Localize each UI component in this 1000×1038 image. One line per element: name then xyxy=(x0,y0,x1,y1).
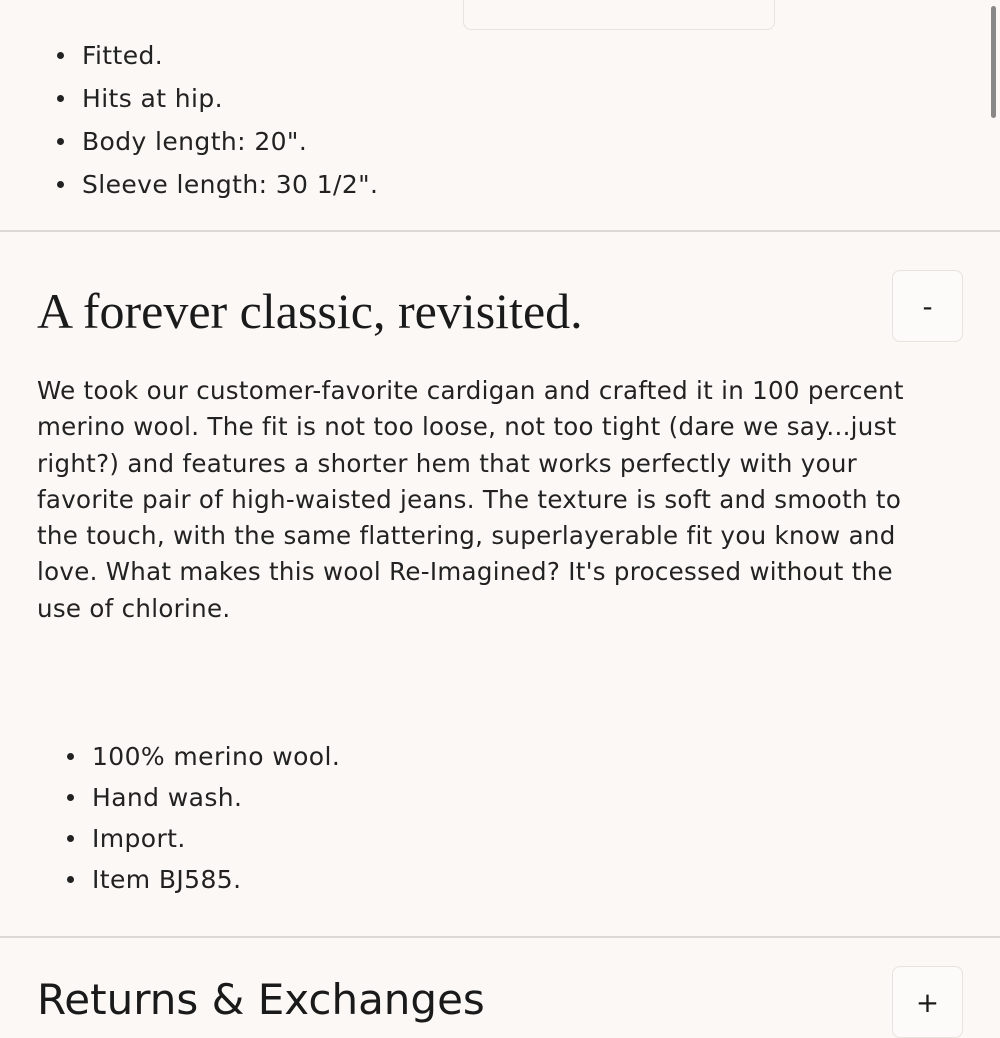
list-item: Sleeve length: 30 1/2". xyxy=(82,163,378,206)
scrollbar-thumb[interactable] xyxy=(991,6,996,118)
product-details-list xyxy=(92,736,340,900)
size-selector-box[interactable] xyxy=(463,0,775,30)
list-item: Hand wash. xyxy=(92,777,340,818)
product-description-text: We took our customer-favorite cardigan and crafted it in 100 percent merino wool. The fit is not too loose, not too tight (dare we say...just right?) and features a shorter hem that works perfectly with your favorite pair of high-waisted jeans. The texture is soft and smooth to the touch, with the same flattering, superlayerable fit you know and love. What makes this wool Re-Imagined? It's processed without the use of chlorine. xyxy=(37,376,904,623)
expand-returns-button[interactable]: + xyxy=(892,966,963,1038)
section-title-returns: Returns & Exchanges xyxy=(37,975,485,1024)
section-title-description: A forever classic, revisited. xyxy=(37,283,583,339)
list-item: 100% merino wool. xyxy=(92,736,340,777)
list-item: Body length: 20". xyxy=(82,120,378,163)
section-divider xyxy=(0,936,1000,938)
list-item: Import. xyxy=(92,818,340,859)
list-item: Item BJ585. xyxy=(92,859,340,900)
list-item: Fitted. xyxy=(82,34,378,77)
section-divider xyxy=(0,230,1000,232)
collapse-description-button[interactable]: - xyxy=(892,270,963,342)
fit-details-list xyxy=(82,34,378,206)
list-item: Hits at hip. xyxy=(82,77,378,120)
scrollbar[interactable] xyxy=(986,0,1000,1000)
